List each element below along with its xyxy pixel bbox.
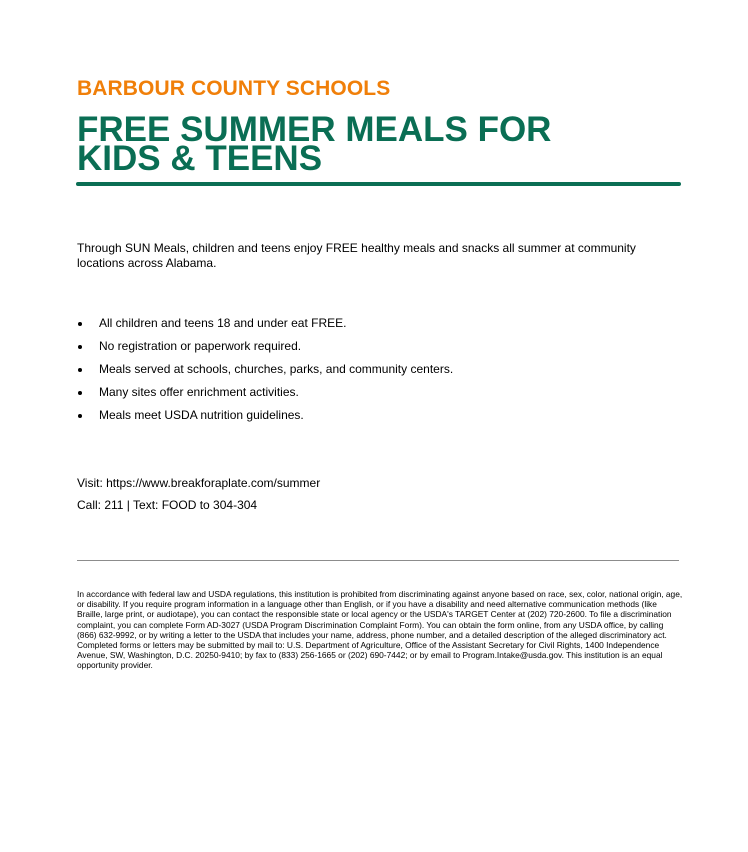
benefits-list (77, 316, 677, 431)
visit-link-text: Visit: https://www.breakforaplate.com/summer (77, 476, 321, 490)
list-item (77, 362, 677, 385)
call-text-line: Call: 211 | Text: FOOD to 304-304 (77, 498, 258, 512)
title-underline (76, 182, 681, 186)
section-divider (77, 560, 679, 561)
list-item (77, 316, 677, 339)
bullet-icon (78, 345, 82, 349)
page-title: FREE SUMMER MEALS FOR KIDS & TEENS (77, 110, 552, 178)
bullet-icon (78, 322, 82, 326)
intro-paragraph: Through SUN Meals, children and teens enjoy FREE healthy meals and snacks all summer at community locations across Alabama. (77, 241, 636, 270)
district-name: BARBOUR COUNTY SCHOOLS (77, 77, 391, 100)
list-item (77, 408, 677, 431)
list-item-text: Meals meet USDA nutrition guidelines. (99, 408, 304, 422)
list-item (77, 385, 677, 408)
bullet-icon (78, 368, 82, 372)
list-item (77, 339, 677, 362)
bullet-icon (78, 391, 82, 395)
list-item-text: All children and teens 18 and under eat FREE. (99, 316, 347, 330)
bullet-icon (78, 414, 82, 418)
list-item-text: No registration or paperwork required. (99, 339, 302, 353)
list-item-text: Many sites offer enrichment activities. (99, 385, 299, 399)
contact-info (77, 476, 320, 520)
nondiscrimination-statement: In accordance with federal law and USDA regulations, this institution is prohibited from discriminating against anyone based on race, sex, color, national origin, age, or disability. If you require program information in a language other than English, or if you have a disability and need alternative communication methods (like Braille, large print, or audiotape), you can contact the responsible state or local agency or the USDA's TARGET Center at (202) 720-2600. To file a discrimination complaint, you can complete Form AD-3027 (USDA Program Discrimination Complaint Form). You can obtain the form online, from any USDA office, by calling (866) 632-9992, or by writing a letter to the USDA that includes your name, address, phone number, and a detailed description of the alleged discriminatory act. Completed forms or letters may be submitted by mail to: U.S. Department of Agriculture, Office of the Assistant Secretary for Civil Rights, 1400 Independence Avenue, SW, Washington, D.C. 20250-9410; by fax to (833) 256-1665 or (202) 690-7442; or by email to Program.Intake@usda.gov. This institution is an equal opportunity provider. (77, 589, 683, 671)
list-item-text: Meals served at schools, churches, parks, and community centers. (99, 362, 454, 376)
